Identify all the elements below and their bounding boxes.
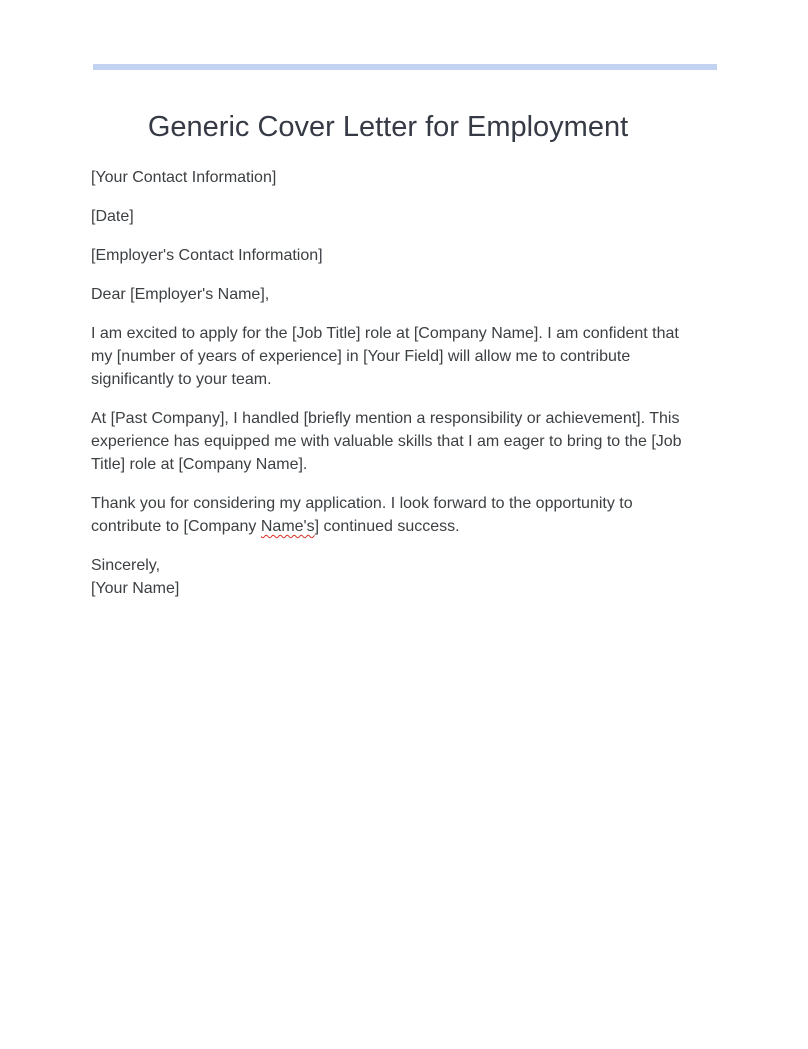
paragraph-experience: At [Past Company], I handled [briefly mention a responsibility or achievement]. This experience has equipped me with valuable skills that I am eager to bring to the [Job Title] role at [Company Name]. (91, 410, 682, 473)
salutation: Dear [Employer's Name], (91, 286, 270, 303)
letter-body (91, 166, 701, 600)
paragraph-thanks-text-start: Thank you for considering my application. I look forward to the opportunity to contribute to [Company (91, 495, 633, 535)
employer-contact-information: [Employer's Contact Information] (91, 247, 323, 264)
contact-information: [Your Contact Information] (91, 169, 277, 186)
paragraph-thanks-text-end: ] continued success. (314, 518, 460, 535)
signature-name: [Your Name] (91, 580, 180, 597)
document-title: Generic Cover Letter for Employment (147, 111, 629, 143)
signature-block (91, 554, 701, 600)
paragraph-intro: I am excited to apply for the [Job Title] role at [Company Name]. I am confident that my [number of years of experience] in [Your Field] will allow me to contribute significantly to your team. (91, 325, 679, 388)
top-accent-rule (93, 64, 717, 70)
date-line: [Date] (91, 208, 134, 225)
paragraph-thanks (91, 492, 701, 538)
closing: Sincerely, (91, 557, 161, 574)
spellcheck-flagged-word[interactable]: Name's (260, 518, 315, 535)
